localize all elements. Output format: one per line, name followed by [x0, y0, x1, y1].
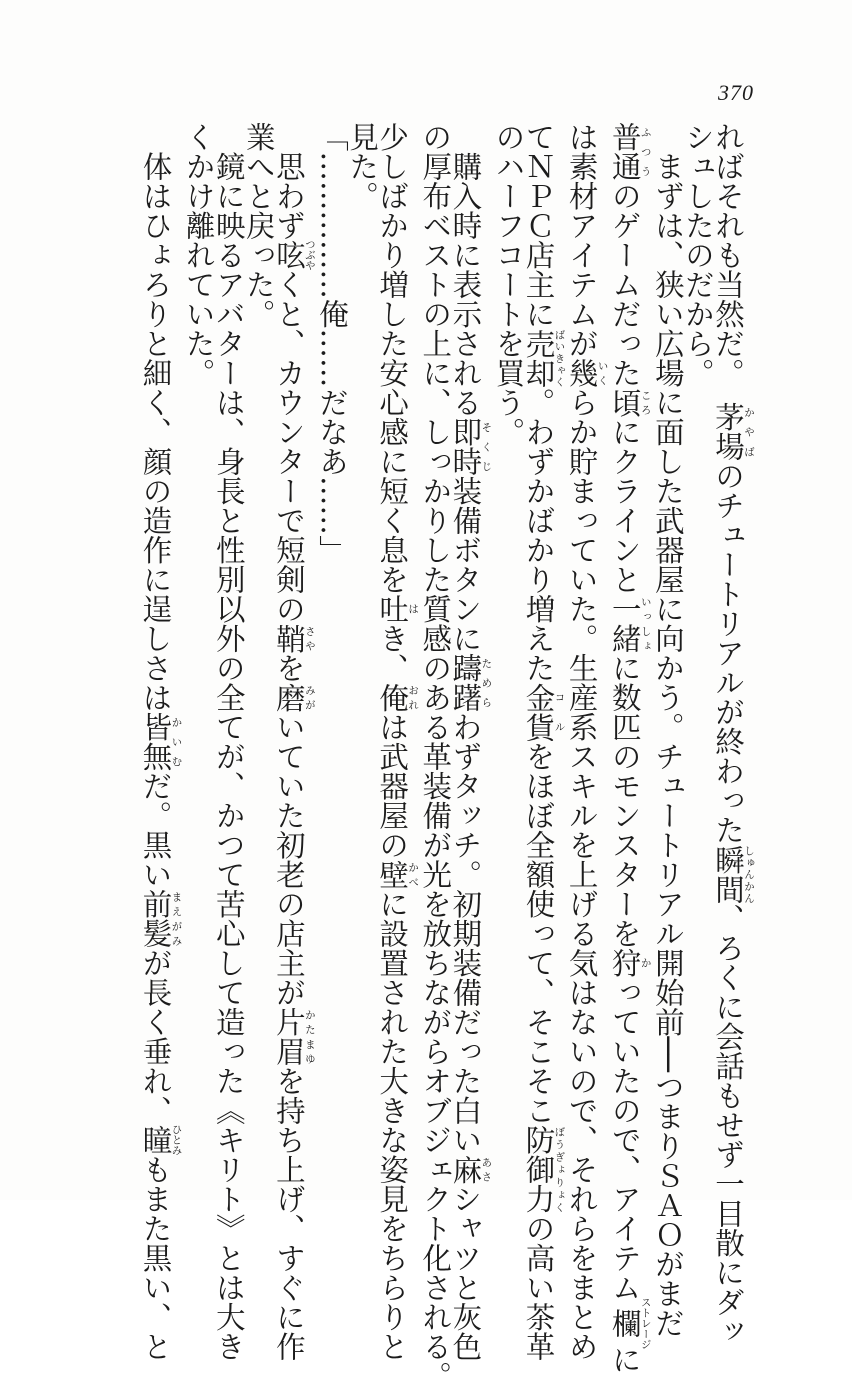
text-column: のハーフコートを買う。 — [491, 122, 526, 447]
vertical-text-body — [138, 122, 755, 1391]
text-column: 「……………俺……だなあ……」 — [314, 122, 349, 565]
text-column: くかけ離れていた。 — [181, 122, 216, 388]
page-number: 370 — [718, 80, 754, 105]
text-column: 思わず呟つぶやくと、カウンターで短剣の鞘さやを磨みがいていた初老の店主が片眉かたまゆを持ち上げ、すぐに作 — [271, 122, 316, 1361]
text-column: 鏡に映るアバターは、身長と性別以外の全てが、かつて苦心して造った《キリト》とは大き — [211, 122, 246, 1361]
text-column: 普通ふつうのゲームだった頃ころにクラインと一緒いっしょに数匹のモンスターを狩かっていたので、アイテム欄ストレージに — [607, 122, 652, 1374]
text-column: まずは、狭い広場に面した武器屋に向かう。チュートリアル開始前──つまりＳＡＯがまだ — [650, 122, 685, 1338]
text-column: 業へと戻った。 — [241, 122, 276, 329]
text-column: 購入時に表示される即時そくじ装備ボタンに躊躇ためらわずタッチ。初期装備だった白い麻あさシャツと灰色 — [448, 122, 493, 1361]
text-column: 見た。 — [345, 122, 380, 211]
text-column: 少しばかり増した安心感に短く息を吐はき、俺おれは武器屋の壁かべに設置された大きな姿見をちらりと — [375, 122, 420, 1361]
text-column: シュしたのだから。 — [680, 122, 715, 388]
text-column: てＮＰＣ店主に売却ばいきゃく。わずかばかり増えた金貨コルをほぼ全額使って、そこそこ防御力ぼうぎょりょくの高い茶革 — [521, 122, 566, 1361]
text-column: は素材アイテムが幾いくらか貯まっていた。生産系スキルを上げる気はないので、それらをまとめ — [564, 122, 609, 1361]
text-column: ればそれも当然だ。 茅場かやばのチュートリアルが終わった瞬間しゅんかん、ろくに会話もせず一目散にダッ — [711, 122, 755, 1347]
text-column: の厚布ベストの上に、しっかりした質感のある革装備が光を放ちながらオブジェクト化される。 — [418, 122, 453, 1391]
text-column: 体はひょろりと細く、顔の造作に逞しさは皆無かいむだ。黒い前髪まえがみが長く垂れ、瞳ひとみもまた黒い、と — [138, 122, 183, 1361]
